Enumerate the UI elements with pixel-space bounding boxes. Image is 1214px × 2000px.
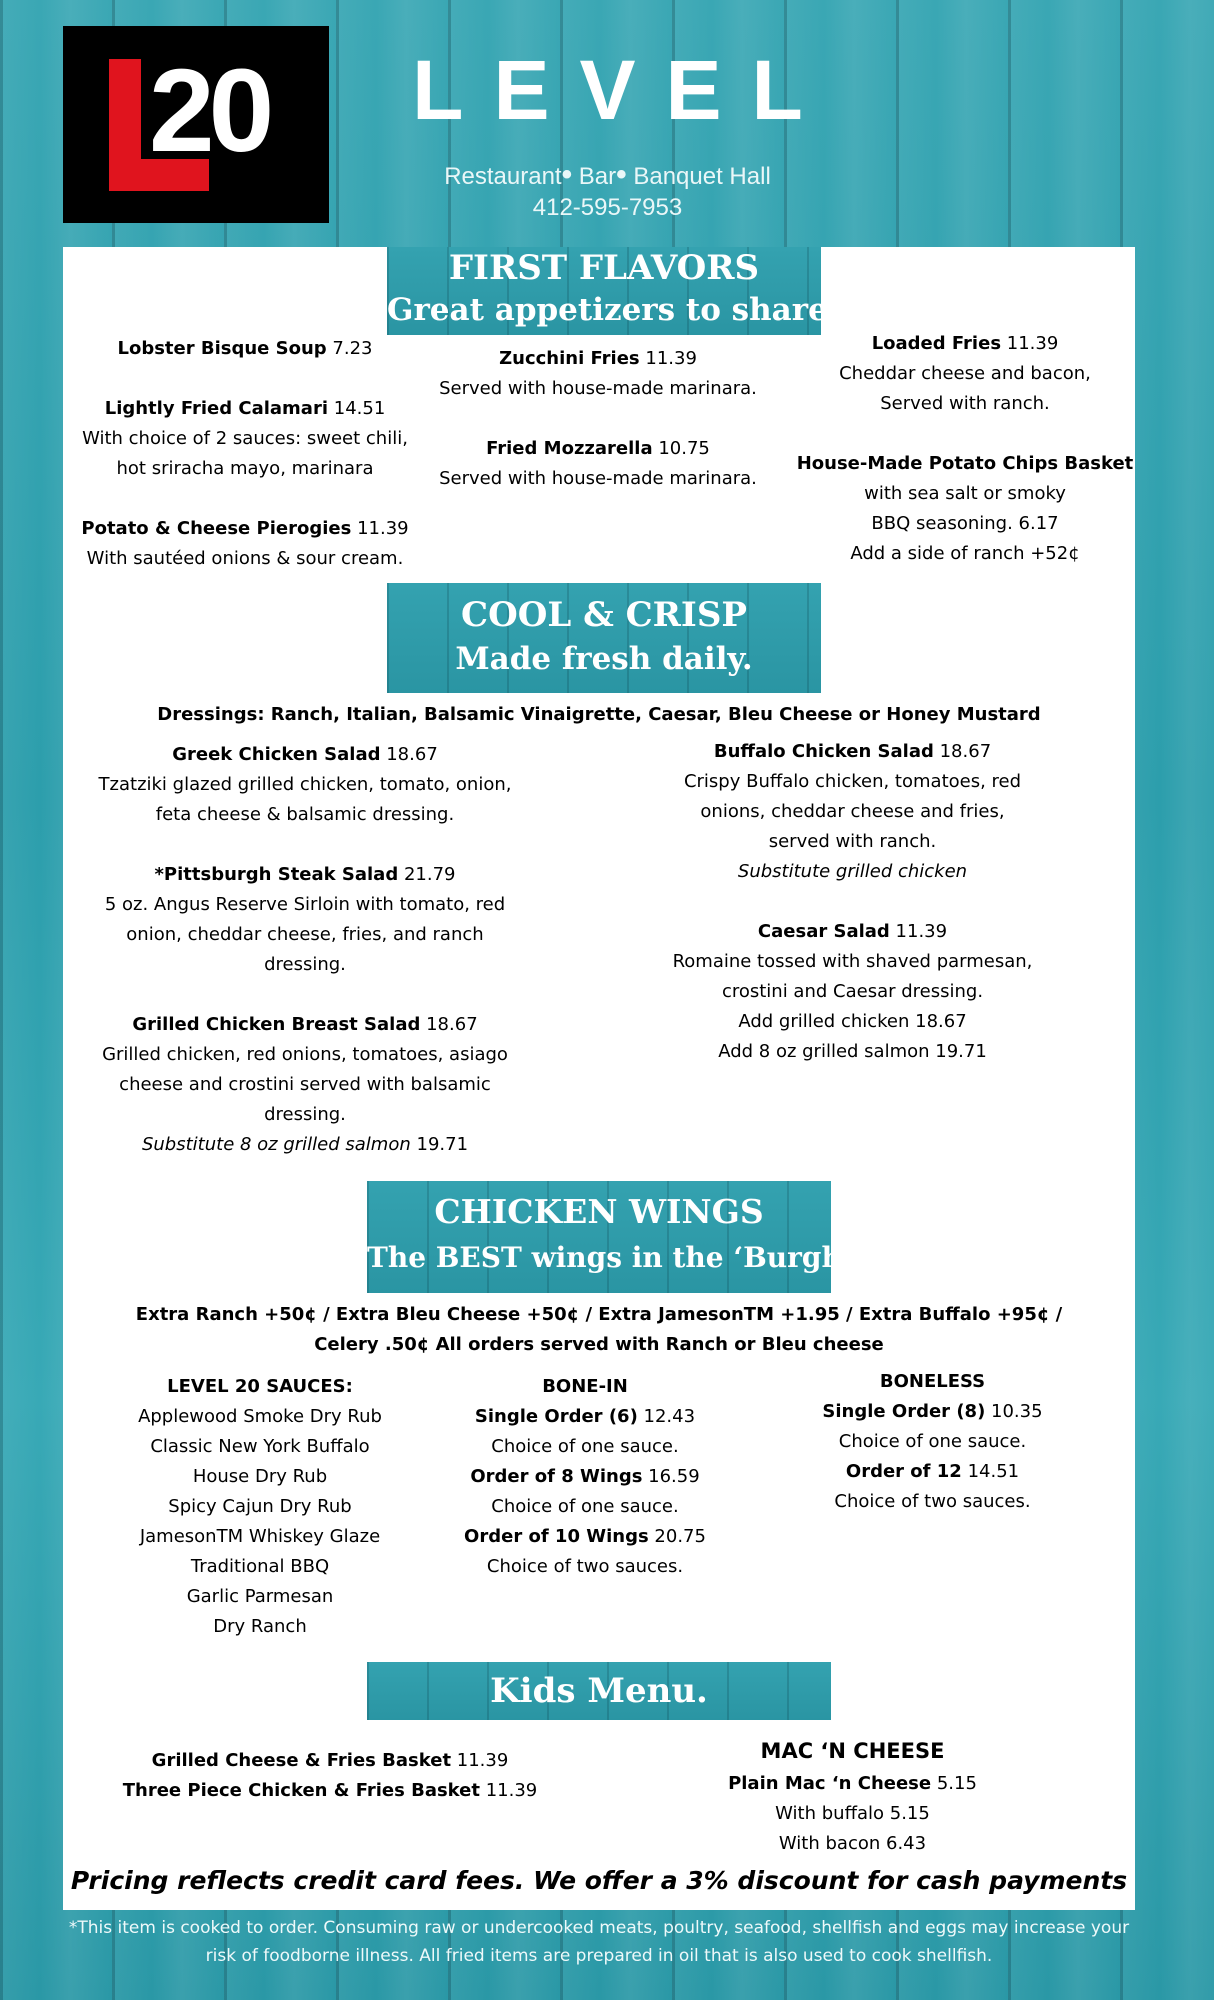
menu-item: Loaded Fries 11.39 Cheddar cheese and bacon, Served with ranch. <box>839 333 1091 414</box>
section-subtitle: Made fresh daily. <box>455 641 753 677</box>
boneless-column: BONELESS Single Order (8) 10.35 Choice of one sauce. Order of 12 14.51 Choice of two sauces. <box>822 1371 1043 1512</box>
menu-item: Caesar Salad 11.39 Romaine tossed with shaved parmesan, crostini and Caesar dressing. Add grilled chicken 18.67 Add 8 oz grilled salmon 19.71 <box>672 921 1033 1062</box>
brand-title: LEVEL <box>412 43 833 137</box>
salads-right-column <box>650 737 1055 1067</box>
kids-left-column: Grilled Cheese & Fries Basket 11.39 Three Piece Chicken & Fries Basket 11.39 <box>122 1750 538 1801</box>
menu-item: Greek Chicken Salad 18.67 Tzatziki glazed grilled chicken, tomato, onion, feta cheese & balsamic dressing. <box>98 744 512 825</box>
sauce-item: JamesonTM Whiskey Glaze <box>139 1526 381 1547</box>
section-title: COOL & CRISP <box>461 595 747 635</box>
kids-menu-banner <box>367 1662 831 1720</box>
menu-item: House-Made Potato Chips Basket with sea salt or smoky BBQ seasoning. 6.17 Add a side of ranch +52¢ <box>796 453 1134 564</box>
appetizers-left-column <box>70 334 420 574</box>
bone-in-column: BONE-IN Single Order (6) 12.43 Choice of one sauce. Order of 8 Wings 16.59 Choice of one sauce. Order of 10 Wings 20.75 Choice of two sauces. <box>464 1376 706 1577</box>
sauce-item: Garlic Parmesan <box>186 1586 334 1607</box>
sauce-item: Traditional BBQ <box>190 1556 330 1577</box>
first-flavors-banner <box>387 247 842 335</box>
cool-crisp-banner <box>387 583 821 693</box>
sauce-item: Spicy Cajun Dry Rub <box>168 1496 352 1517</box>
menu-item: Potato & Cheese Pierogies 11.39 With sautéed onions & sour cream. <box>81 518 409 569</box>
menu-item: Buffalo Chicken Salad 18.67 Crispy Buffalo chicken, tomatoes, red onions, cheddar cheese and fries, served with ranch. Substitute grilled chicken <box>683 741 1022 882</box>
section-subtitle: Great appetizers to share! <box>387 292 842 328</box>
wing-sauces-column: LEVEL 20 SAUCES: Applewood Smoke Dry Rub Classic New York Buffalo House Dry Rub Spicy Cajun Dry Rub JamesonTM Whiskey Glaze Traditional BBQ Garlic Parmesan Dry Ranch <box>100 1372 420 1642</box>
section-title: CHICKEN WINGS <box>434 1192 764 1231</box>
wing-extras-note: Extra Ranch +50¢ / Extra Bleu Cheese +50¢ / Extra JamesonTM +1.95 / Extra Buffalo +95¢ / Celery .50¢ All orders served with Ranch or Bleu cheese <box>135 1304 1063 1355</box>
section-title: Kids Menu. <box>490 1671 708 1711</box>
dressings-note: Dressings: Ranch, Italian, Balsamic Vinaigrette, Caesar, Bleu Cheese or Honey Mustard <box>157 704 1041 725</box>
sauce-item: House Dry Rub <box>192 1466 328 1487</box>
menu-item: *Pittsburgh Steak Salad 21.79 5 oz. Angus Reserve Sirloin with tomato, red onion, cheddar cheese, fries, and ranch dressing. <box>104 864 506 975</box>
appetizers-right-column <box>790 329 1140 569</box>
phone-number: 412-595-7953 <box>532 194 683 221</box>
menu-item: Lobster Bisque Soup 7.23 <box>117 338 373 359</box>
chicken-wings-banner <box>367 1181 852 1293</box>
sauce-item: Classic New York Buffalo <box>150 1436 370 1457</box>
appetizers-middle-column <box>420 344 776 494</box>
menu-item: Grilled Chicken Breast Salad 18.67 Grilled chicken, red onions, tomatoes, asiago cheese and crostini served with balsamic dressing. Substitute 8 oz grilled salmon 19.71 <box>102 1014 508 1155</box>
mac-n-cheese-column: MAC ‘N CHEESE Plain Mac ‘n Cheese 5.15 With buffalo 5.15 With bacon 6.43 <box>728 1739 977 1854</box>
brand-tagline: Restaurant• Bar• Banquet Hall <box>444 158 771 191</box>
logo-number: 20 <box>149 45 269 177</box>
menu-item: Fried Mozzarella 10.75 Served with house-made marinara. <box>439 438 757 489</box>
cash-discount-note: Pricing reflects credit card fees. We offer a 3% discount for cash payments <box>70 1866 1128 1895</box>
section-subtitle: The BEST wings in the ‘Burgh. <box>367 1241 852 1274</box>
section-title: FIRST FLAVORS <box>448 248 760 288</box>
sauce-item: Applewood Smoke Dry Rub <box>138 1406 382 1427</box>
food-safety-disclaimer: *This item is cooked to order. Consuming raw or undercooked meats, poultry, seafood, shellfish and eggs may increase your risk of foodborne illness. All fried items are prepared in oil that is also used to cook shellfish. <box>68 1918 1130 1966</box>
sauce-item: Dry Ranch <box>213 1616 307 1637</box>
salads-left-column <box>90 740 520 1160</box>
level-20-logo <box>63 26 329 223</box>
menu-item: Lightly Fried Calamari 14.51 With choice of 2 sauces: sweet chili, hot sriracha mayo, marinara <box>82 398 408 479</box>
menu-item: Zucchini Fries 11.39 Served with house-made marinara. <box>439 348 757 399</box>
